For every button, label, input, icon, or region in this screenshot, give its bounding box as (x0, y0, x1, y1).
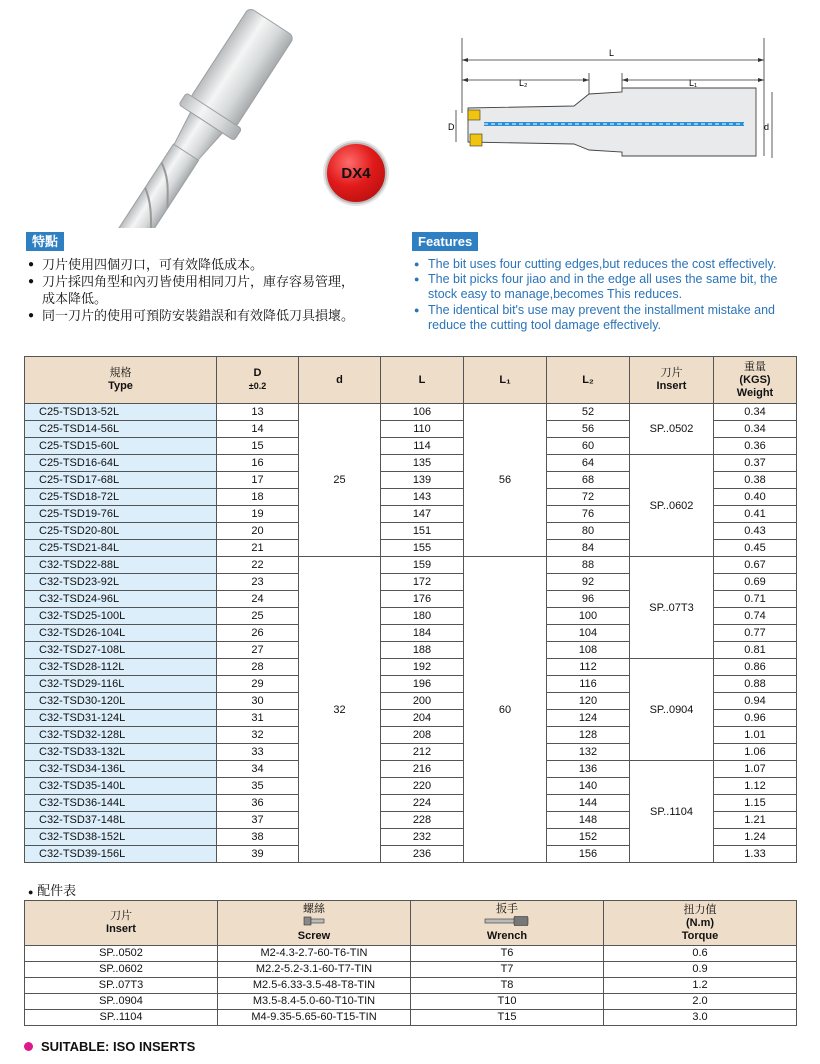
cell-L: 114 (381, 438, 464, 455)
features-cn-list (28, 256, 358, 324)
cell-D: 14 (217, 421, 299, 438)
cell-L2: 84 (547, 540, 630, 557)
acc-col-screw: 螺絲 Screw (218, 901, 411, 946)
cell-type: C25-TSD13-52L (25, 404, 217, 421)
spec-table (24, 356, 797, 863)
cell-type: C32-TSD22-88L (25, 557, 217, 574)
cell-weight: 1.12 (714, 778, 797, 795)
cell-weight: 0.94 (714, 693, 797, 710)
col-weight: 重量 (KGS) Weight (714, 357, 797, 404)
cell-type: C32-TSD26-104L (25, 625, 217, 642)
table-row (25, 455, 797, 472)
bullet-icon: ● (28, 259, 35, 270)
cell-weight: 0.37 (714, 455, 797, 472)
cell-D: 18 (217, 489, 299, 506)
dim-d: d (764, 122, 770, 132)
cell-weight: 0.34 (714, 421, 797, 438)
cell-L: 204 (381, 710, 464, 727)
cell-D: 15 (217, 438, 299, 455)
bullet-icon: ● (414, 304, 420, 315)
bullet-icon: ● (28, 887, 34, 897)
cell-L2: 148 (547, 812, 630, 829)
bullet-icon: ● (28, 310, 35, 321)
dim-L2: L₂ (519, 78, 528, 88)
table-header-row (25, 901, 797, 946)
cell-L2: 136 (547, 761, 630, 778)
cell-weight: 0.77 (714, 625, 797, 642)
list-item: ● 同一刀片的使用可預防安裝錯誤和有效降低刀具損壞。 (28, 308, 355, 323)
cell-L2: 64 (547, 455, 630, 472)
cell-wrench: T7 (411, 962, 604, 978)
cell-L2: 132 (547, 744, 630, 761)
cell-torque: 3.0 (604, 1010, 797, 1026)
cell-L: 212 (381, 744, 464, 761)
cell-D: 38 (217, 829, 299, 846)
cell-L: 184 (381, 625, 464, 642)
cell-weight: 0.69 (714, 574, 797, 591)
cell-screw: M2-4.3-2.7-60-T6-TIN (218, 946, 411, 962)
cell-L: 180 (381, 608, 464, 625)
cell-L2: 156 (547, 846, 630, 863)
cell-D: 33 (217, 744, 299, 761)
cell-weight: 0.96 (714, 710, 797, 727)
cell-D: 22 (217, 557, 299, 574)
cell-wrench: T15 (411, 1010, 604, 1026)
cell-weight: 1.21 (714, 812, 797, 829)
cell-L1: 56 (464, 404, 547, 557)
bullet-icon: ● (414, 274, 420, 285)
cell-type: C25-TSD17-68L (25, 472, 217, 489)
cell-D: 28 (217, 659, 299, 676)
drill-image (30, 6, 330, 228)
cell-L2: 116 (547, 676, 630, 693)
cell-L2: 68 (547, 472, 630, 489)
cell-type: C25-TSD19-76L (25, 506, 217, 523)
cell-insert: SP..0904 (25, 994, 218, 1010)
table-row (25, 994, 797, 1010)
badge-label: DX4 (341, 164, 371, 182)
cell-type: C32-TSD27-108L (25, 642, 217, 659)
cell-D: 34 (217, 761, 299, 778)
cell-d: 25 (299, 404, 381, 557)
cell-L2: 52 (547, 404, 630, 421)
cell-L2: 104 (547, 625, 630, 642)
cell-insert: SP..0502 (630, 404, 714, 455)
cell-L: 135 (381, 455, 464, 472)
table-header-row (25, 357, 797, 404)
cell-weight: 0.43 (714, 523, 797, 540)
cell-insert: SP..0502 (25, 946, 218, 962)
cell-L1: 60 (464, 557, 547, 863)
cell-L2: 72 (547, 489, 630, 506)
cell-weight: 0.40 (714, 489, 797, 506)
cell-type: C32-TSD34-136L (25, 761, 217, 778)
cell-torque: 2.0 (604, 994, 797, 1010)
cell-L2: 108 (547, 642, 630, 659)
cell-type: C25-TSD15-60L (25, 438, 217, 455)
cell-torque: 0.6 (604, 946, 797, 962)
list-item: ● The bit picks four jiao and in the edge all uses the same bit, the stock easy to manage,becomes This reduces. (414, 272, 778, 302)
cell-torque: 1.2 (604, 978, 797, 994)
cell-L2: 120 (547, 693, 630, 710)
list-item: ● 刀片使用四個刃口，可有效降低成本。 (28, 257, 264, 272)
cell-weight: 1.33 (714, 846, 797, 863)
cell-d: 32 (299, 557, 381, 863)
dim-L: L (609, 48, 615, 58)
cell-D: 39 (217, 846, 299, 863)
table-row (25, 659, 797, 676)
cell-weight: 0.74 (714, 608, 797, 625)
dim-D: D (448, 122, 455, 132)
cell-weight: 0.45 (714, 540, 797, 557)
list-item: ● 刀片採四角型和內刃皆使用相同刀片，庫存容易管理，成本降低。 (28, 274, 355, 306)
cell-D: 32 (217, 727, 299, 744)
cell-type: C32-TSD23-92L (25, 574, 217, 591)
cell-weight: 0.88 (714, 676, 797, 693)
cell-D: 26 (217, 625, 299, 642)
dim-L1: L₁ (689, 78, 698, 88)
cell-weight: 1.01 (714, 727, 797, 744)
cell-type: C32-TSD38-152L (25, 829, 217, 846)
cell-type: C32-TSD37-148L (25, 812, 217, 829)
cell-L: 151 (381, 523, 464, 540)
table-row (25, 962, 797, 978)
cell-D: 29 (217, 676, 299, 693)
cell-L2: 76 (547, 506, 630, 523)
cell-L2: 100 (547, 608, 630, 625)
cell-L: 216 (381, 761, 464, 778)
table-row (25, 946, 797, 962)
cell-L: 155 (381, 540, 464, 557)
cell-insert: SP..0602 (25, 962, 218, 978)
cell-weight: 1.15 (714, 795, 797, 812)
cell-insert: SP..1104 (25, 1010, 218, 1026)
cell-type: C32-TSD29-116L (25, 676, 217, 693)
cell-type: C32-TSD30-120L (25, 693, 217, 710)
cell-L: 159 (381, 557, 464, 574)
cell-insert: SP..0602 (630, 455, 714, 557)
cell-D: 16 (217, 455, 299, 472)
cell-weight: 1.24 (714, 829, 797, 846)
cell-D: 17 (217, 472, 299, 489)
table-row (25, 1010, 797, 1026)
cell-screw: M2.2-5.2-3.1-60-T7-TIN (218, 962, 411, 978)
cell-D: 23 (217, 574, 299, 591)
screw-icon (303, 916, 325, 926)
cell-L2: 92 (547, 574, 630, 591)
cell-screw: M4-9.35-5.65-60-T15-TIN (218, 1010, 411, 1026)
table-row (25, 557, 797, 574)
cell-weight: 0.71 (714, 591, 797, 608)
cell-wrench: T10 (411, 994, 604, 1010)
col-type: 規格 Type (25, 357, 217, 404)
list-item: ● The identical bit's use may prevent the installment mistake and reduce the cutting tool damage effectively. (414, 302, 776, 332)
cell-wrench: T8 (411, 978, 604, 994)
cell-L2: 112 (547, 659, 630, 676)
features-en-label: Features (412, 232, 478, 251)
cell-L2: 60 (547, 438, 630, 455)
cell-L: 220 (381, 778, 464, 795)
cell-type: C32-TSD35-140L (25, 778, 217, 795)
dx4-badge (325, 142, 387, 204)
cell-L2: 88 (547, 557, 630, 574)
cell-type: C25-TSD21-84L (25, 540, 217, 557)
cell-L: 139 (381, 472, 464, 489)
cell-type: C32-TSD25-100L (25, 608, 217, 625)
cell-L: 106 (381, 404, 464, 421)
cell-L: 110 (381, 421, 464, 438)
cell-L2: 96 (547, 591, 630, 608)
cell-D: 31 (217, 710, 299, 727)
cell-D: 36 (217, 795, 299, 812)
cell-type: C25-TSD20-80L (25, 523, 217, 540)
acc-col-torque: 扭力值 (N.m) Torque (604, 901, 797, 946)
cell-L2: 152 (547, 829, 630, 846)
suitable-note: SUITABLE: ISO INSERTS (24, 1039, 195, 1054)
cell-type: C32-TSD36-144L (25, 795, 217, 812)
cell-wrench: T6 (411, 946, 604, 962)
cell-L2: 124 (547, 710, 630, 727)
cell-L: 236 (381, 846, 464, 863)
col-d: d (299, 357, 381, 404)
cell-weight: 0.41 (714, 506, 797, 523)
cell-D: 35 (217, 778, 299, 795)
cell-L: 228 (381, 812, 464, 829)
list-item: ● The bit uses four cutting edges,but reduces the cost effectively. (414, 257, 777, 271)
cell-D: 37 (217, 812, 299, 829)
cell-D: 25 (217, 608, 299, 625)
cell-L2: 144 (547, 795, 630, 812)
col-insert: 刀片 Insert (630, 357, 714, 404)
cell-D: 24 (217, 591, 299, 608)
cell-insert: SP..0904 (630, 659, 714, 761)
cell-weight: 0.81 (714, 642, 797, 659)
cell-type: C25-TSD14-56L (25, 421, 217, 438)
cell-screw: M2.5-6.33-3.5-48-T8-TIN (218, 978, 411, 994)
cell-torque: 0.9 (604, 962, 797, 978)
wrench-icon (484, 916, 530, 926)
cell-type: C32-TSD39-156L (25, 846, 217, 863)
dimension-diagram (444, 38, 784, 168)
cell-weight: 0.86 (714, 659, 797, 676)
cell-L: 196 (381, 676, 464, 693)
cell-weight: 1.06 (714, 744, 797, 761)
cell-insert: SP..1104 (630, 761, 714, 863)
cell-L: 224 (381, 795, 464, 812)
cell-type: C32-TSD32-128L (25, 727, 217, 744)
cell-screw: M3.5-8.4-5.0-60-T10-TIN (218, 994, 411, 1010)
cell-D: 19 (217, 506, 299, 523)
cell-L: 192 (381, 659, 464, 676)
col-L2: L₂ (547, 357, 630, 404)
cell-L: 200 (381, 693, 464, 710)
col-L: L (381, 357, 464, 404)
col-D: D ±0.2 (217, 357, 299, 404)
accessories-table (24, 900, 797, 1026)
cell-D: 27 (217, 642, 299, 659)
cell-L: 176 (381, 591, 464, 608)
accessories-title: ● 配件表 (28, 883, 77, 898)
cell-weight: 0.36 (714, 438, 797, 455)
cell-insert: SP..07T3 (630, 557, 714, 659)
features-en-list (414, 257, 794, 333)
table-row (25, 761, 797, 778)
cell-weight: 0.67 (714, 557, 797, 574)
cell-type: C32-TSD33-132L (25, 744, 217, 761)
bullet-icon (24, 1042, 33, 1051)
acc-col-insert: 刀片 Insert (25, 901, 218, 946)
cell-L: 143 (381, 489, 464, 506)
cell-L: 208 (381, 727, 464, 744)
cell-D: 21 (217, 540, 299, 557)
bullet-icon: ● (414, 259, 420, 269)
table-row (25, 978, 797, 994)
cell-L2: 56 (547, 421, 630, 438)
cell-weight: 0.34 (714, 404, 797, 421)
cell-type: C32-TSD28-112L (25, 659, 217, 676)
cell-L: 188 (381, 642, 464, 659)
col-L1: L₁ (464, 357, 547, 404)
cell-L2: 80 (547, 523, 630, 540)
cell-D: 13 (217, 404, 299, 421)
cell-type: C32-TSD31-124L (25, 710, 217, 727)
cell-weight: 1.07 (714, 761, 797, 778)
cell-weight: 0.38 (714, 472, 797, 489)
cell-D: 20 (217, 523, 299, 540)
cell-L: 232 (381, 829, 464, 846)
bullet-icon: ● (28, 276, 35, 287)
cell-L2: 140 (547, 778, 630, 795)
cell-insert: SP..07T3 (25, 978, 218, 994)
cell-L: 147 (381, 506, 464, 523)
cell-L: 172 (381, 574, 464, 591)
cell-type: C25-TSD18-72L (25, 489, 217, 506)
cell-D: 30 (217, 693, 299, 710)
cell-type: C25-TSD16-64L (25, 455, 217, 472)
features-cn-label: 特點 (26, 232, 64, 251)
cell-L2: 128 (547, 727, 630, 744)
acc-col-wrench: 扳手 Wrench (411, 901, 604, 946)
table-row (25, 404, 797, 421)
cell-type: C32-TSD24-96L (25, 591, 217, 608)
